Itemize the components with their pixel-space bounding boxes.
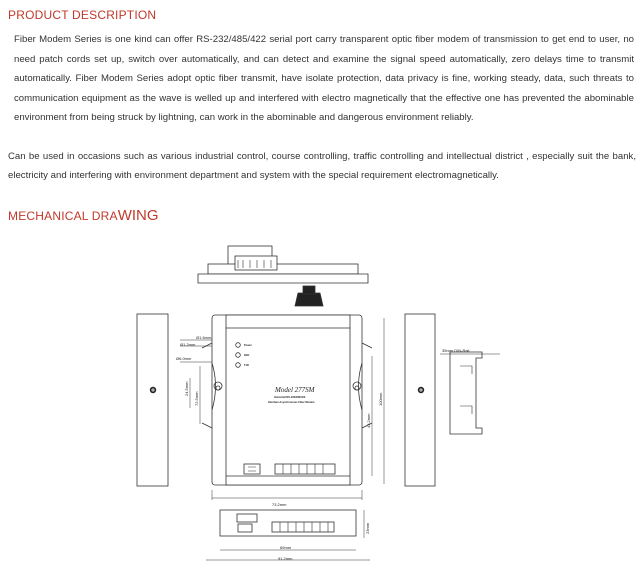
mechanical-drawing-title [8,207,159,224]
dim-hole-1: Ø1.6mm [196,335,212,340]
mechanical-drawing-title-part2: WING [117,207,159,224]
dim-hole-3: Ø6.0mm [176,356,192,361]
product-description-text: Fiber Modem Series is one kind can offer RS-232/485/422 serial port carry transparent optic fiber modem of transmission to get end to user, no need patch cords set up, switch over automatically, and can detect and examine the signal speed automatically, zero delays time to transmit automatically. Fiber Modem Series adopt optic fiber transmit, have isolate protection, data privacy is fine, working steady, data, such threats to communication equipment as the wave is welled up and interfered with electro magnetically that the effective one has prevented the abominable environment from being struck by lightning, can work in the abominable and dangerous environment reliably. [14,34,634,124]
bottom-view [220,510,356,536]
led-label-rxd: RxD [244,354,250,357]
fiber-connector [295,286,323,306]
din-rail-label: 35mm DIN-Rail [442,348,470,353]
terminal-block [244,464,335,474]
dim-hole-2: Ø1.2mm [180,342,196,347]
model-subtitle-1: Industrial RS-232/485/422 [274,396,306,399]
product-description-title: PRODUCT DESCRIPTION [8,8,157,22]
dim-width-2: 69mm [280,545,292,550]
front-view-body [202,315,372,485]
model-subtitle-2: Interface Asynchronous Fiber Modem [268,401,315,404]
din-rail-view [450,352,482,434]
dim-width-1: 73.2mm [272,502,287,507]
left-side-view [137,314,168,486]
right-side-view [405,314,435,486]
top-view [198,246,368,283]
dim-height-5: 23mm [365,522,370,534]
model-label: Model 277SM [275,386,315,394]
dim-height-4: 100mm [378,392,383,406]
dim-width-3: 91.2mm [278,556,293,561]
dim-height-3: 43.2mm [366,413,371,428]
led-label-power: Power [244,344,252,347]
dim-height-2: 72.5mm [194,391,199,406]
mechanical-drawing [120,238,520,568]
led-label-txd: TxD [244,364,249,367]
mechanical-drawing-title-part1: MECHANICAL DRA [8,209,118,223]
usage-text: Can be used in occasions such as various industrial control, course controlling, traffic controlling and intellectual district , especially suit the bank, electricity and interfering with environment department and system with the special requirement electromagnetically. [8,151,636,181]
dim-height-1: 24.5mm [184,381,189,396]
